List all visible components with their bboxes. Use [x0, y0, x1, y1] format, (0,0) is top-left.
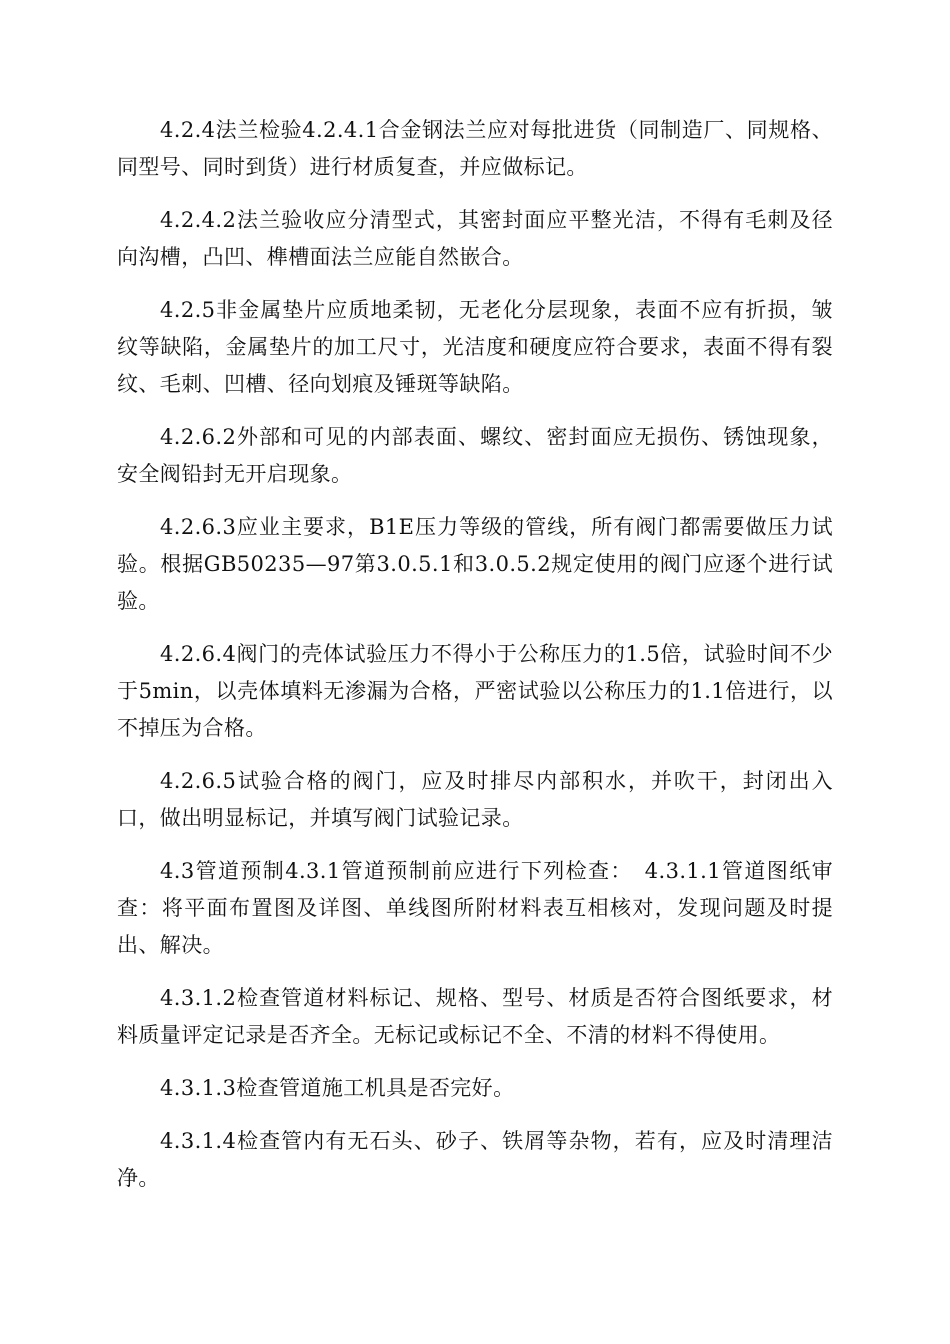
- document-body: [117, 112, 833, 1213]
- paragraph-4-2-4: 4.2.4法兰检验4.2.4.1合金钢法兰应对每批进货（同制造厂、同规格、同型号、同时到货）进行材质复查，并应做标记。: [117, 118, 833, 179]
- paragraph-4-3-1-2: 4.3.1.2检查管道材料标记、规格、型号、材质是否符合图纸要求，材料质量评定记录是否齐全。无标记或标记不全、不清的材料不得使用。: [117, 986, 833, 1047]
- paragraph-4-3-1-4: 4.3.1.4检查管内有无石头、砂子、铁屑等杂物，若有，应及时清理洁净。: [117, 1129, 833, 1190]
- paragraph-4-2-4-2: 4.2.4.2法兰验收应分清型式，其密封面应平整光洁，不得有毛刺及径向沟槽，凸凹、榫槽面法兰应能自然嵌合。: [117, 208, 833, 269]
- paragraph-4-2-6-4: 4.2.6.4阀门的壳体试验压力不得小于公称压力的1.5倍，试验时间不少于5min，以壳体填料无渗漏为合格，严密试验以公称压力的1.1倍进行，以不掉压为合格。: [117, 642, 833, 740]
- paragraph-4-2-6-2: 4.2.6.2外部和可见的内部表面、螺纹、密封面应无损伤、锈蚀现象，安全阀铅封无开启现象。: [117, 425, 833, 486]
- paragraph-4-2-5: 4.2.5非金属垫片应质地柔韧，无老化分层现象，表面不应有折损，皱纹等缺陷，金属垫片的加工尺寸，光洁度和硬度应符合要求，表面不得有裂纹、毛刺、凹槽、径向划痕及锤斑等缺陷。: [117, 298, 833, 396]
- paragraph-4-3-1-3: 4.3.1.3检查管道施工机具是否完好。: [160, 1076, 515, 1100]
- paragraph-4-2-6-5: 4.2.6.5试验合格的阀门，应及时排尽内部积水，并吹干，封闭出入口，做出明显标记，并填写阀门试验记录。: [117, 769, 833, 830]
- paragraph-4-3: 4.3管道预制4.3.1管道预制前应进行下列检查： 4.3.1.1管道图纸审查：将平面布置图及详图、单线图所附材料表互相核对，发现问题及时提出、解决。: [117, 859, 833, 957]
- paragraph-4-2-6-3: 4.2.6.3应业主要求，B1E压力等级的管线，所有阀门都需要做压力试验。根据GB50235—97第3.0.5.1和3.0.5.2规定使用的阀门应逐个进行试验。: [117, 515, 833, 613]
